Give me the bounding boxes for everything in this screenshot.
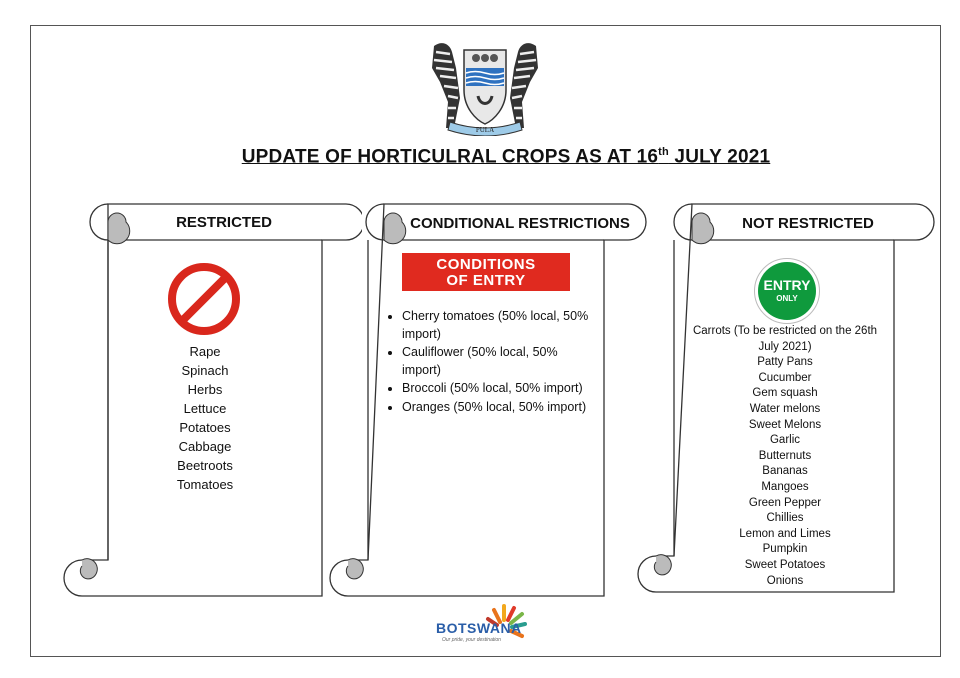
conditional-list [384,308,598,417]
list-item: Gem squash [752,387,818,400]
botswana-logo-text: BOTSWANA [436,620,522,636]
entry-only-badge: ENTRY ONLY [754,258,820,324]
list-item: Cabbage [178,439,232,454]
list-item: Sweet Potatoes [744,558,826,571]
botswana-logo-tagline: Our pride, your destination [442,637,501,643]
list-item: Cucumber [758,371,812,384]
list-item: Onions [766,574,804,587]
not-restricted-list [680,324,890,589]
list-item: • Broccoli (50% local, 50% import) [402,380,598,398]
list-item: Mangoes [761,480,809,493]
list-item: Carrots (To be restricted on the 26th [692,325,878,337]
list-item: Spinach [181,363,229,378]
list-item: Chillies [766,512,804,525]
list-item: July 2021) [758,340,812,353]
conditions-of-entry-banner: CONDITIONS OF ENTRY [402,253,570,291]
list-item: Patty Pans [757,356,813,369]
list-item: Pumpkin [762,543,808,556]
botswana-logo [430,600,540,646]
restricted-list [110,342,300,494]
list-item: Beetroots [177,458,233,473]
coat-of-arms-icon [420,38,550,136]
list-item: • Cauliflower (50% local, 50% import) [402,344,598,379]
list-item: Sweet Melons [748,418,822,431]
prohibited-icon [159,260,253,340]
not-restricted-heading: NOT RESTRICTED [742,215,874,232]
list-item: Bananas [762,465,808,478]
page-title: UPDATE OF HORTICULRAL CROPS AS AT 16th JULY 2021 [241,146,771,168]
restricted-heading: RESTRICTED [176,214,272,231]
list-item: Water melons [749,402,821,415]
list-item: Butternuts [758,449,812,462]
coat-motto: PULA [475,126,495,134]
list-item: Green Pepper [748,496,822,509]
list-item: Garlic [769,434,801,447]
list-item: Rape [189,344,221,359]
list-item: Tomatoes [176,477,234,492]
list-item: Potatoes [179,420,231,435]
list-item: Lemon and Limes [739,527,831,540]
list-item: • Oranges (50% local, 50% import) [402,399,598,417]
list-item: Herbs [187,382,223,397]
conditional-heading: CONDITIONAL RESTRICTIONS [410,215,630,232]
list-item: Lettuce [183,401,227,416]
list-item: • Cherry tomatoes (50% local, 50% import) [402,308,598,343]
